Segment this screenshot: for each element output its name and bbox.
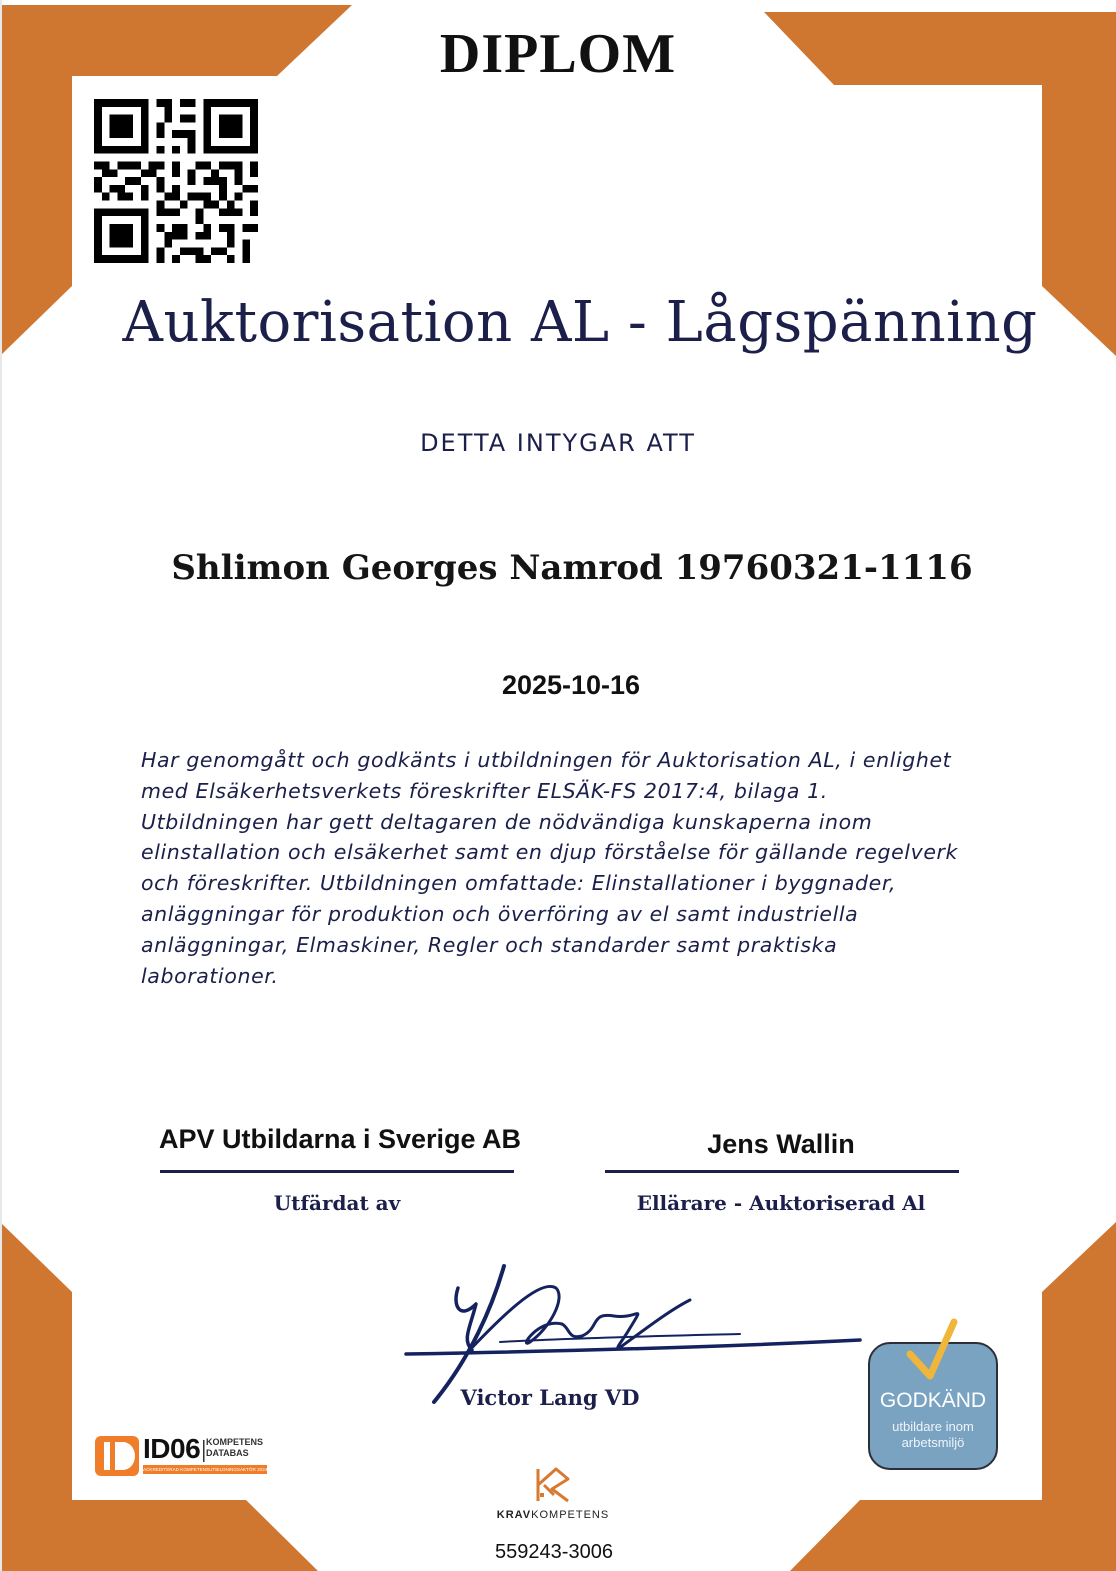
diploma-heading: DIPLOM: [439, 23, 677, 85]
qr-code-icon: [94, 99, 258, 263]
godkand-title: GODKÄND: [879, 1389, 987, 1412]
id06-sub-line2: DATABAS: [206, 1448, 249, 1458]
teacher-role: Ellärare - Auktoriserad Al: [636, 1191, 926, 1215]
id06-subtitle: [206, 1437, 263, 1459]
id06-strip: ACKREDITERAD KOMPETENSUTBILDNINGSAKTÖR 2024: [143, 1467, 267, 1472]
issuer-signature-line: [160, 1170, 514, 1173]
course-title: Auktorisation AL - Lågspänning: [122, 290, 1038, 355]
godkand-subtitle: utbildare inom arbetsmiljö: [892, 1419, 974, 1450]
organization-number: 559243-3006: [495, 1541, 613, 1563]
teacher-name: Jens Wallin: [707, 1129, 855, 1159]
krav-rest: KOMPETENS: [531, 1509, 610, 1521]
id06-name: ID06: [143, 1433, 201, 1464]
teacher-signature-line: [605, 1170, 959, 1173]
issuer-role: Utfärdat av: [273, 1191, 401, 1215]
krav-bold: KRAV: [496, 1509, 532, 1521]
signatory-name: Victor Lang VD: [460, 1385, 640, 1410]
course-description: Har genomgått och godkänts i utbildningen för Auktorisation AL, i enlighet med Elsäkerhetsverkets föreskrifter ELSÄK-FS 2017:4, bilaga 1. Utbildningen har gett deltagaren de nödvändiga kunskaperna inom elinstallation och elsäkerhet samt en djup förståelse för gällande regelverk och föreskrifter. Utbildningen omfattade: Elinstallationer i byggnader, anläggningar för produktion och överföring av el samt industriella anläggningar, Elmaskiner, Regler och standarder samt praktiska laborationer.: [141, 748, 959, 988]
id06-sub-line1: KOMPETENS: [206, 1437, 264, 1447]
certifies-label: DETTA INTYGAR ATT: [420, 429, 696, 457]
krav-kompetens-logo: [530, 1465, 576, 1505]
issuer-name: APV Utbildarna i Sverige AB: [158, 1124, 522, 1154]
krav-kompetens-wordmark: [440, 1509, 666, 1521]
recipient-name: Shlimon Georges Namrod 19760321-1116: [171, 548, 973, 588]
issue-date: 2025-10-16: [501, 670, 641, 700]
